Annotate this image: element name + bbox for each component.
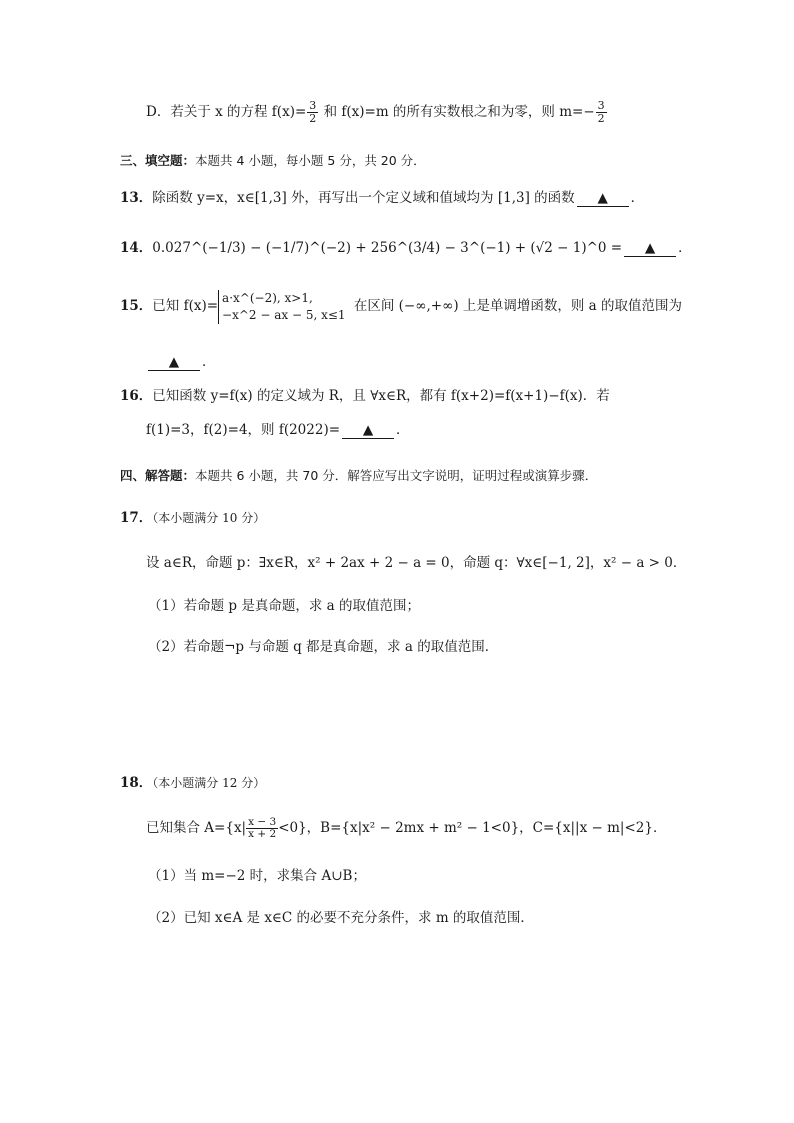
answer-blank: ▲ bbox=[342, 422, 394, 439]
question-16 bbox=[120, 386, 734, 406]
question-14: 14．0.027^(−1/3) − (−1/7)^(−2) + 256^(3/4) − 3^(−1) + (√2 − 1)^0 = ▲ ． bbox=[120, 240, 692, 256]
score-note: （本小题满分 10 分） bbox=[152, 511, 266, 525]
option-d-mid: 和 f(x)=m 的所有实数根之和为零，则 m=− bbox=[319, 104, 595, 120]
question-text: 除函数 y=x，x∈[1,3] 外，再写出一个定义域和值域均为 [1,3] 的函数 bbox=[152, 190, 575, 206]
fraction: $\frac{x - 3}{x + 2}$ bbox=[248, 816, 277, 840]
answer-blank: ▲ bbox=[624, 240, 676, 257]
section-4-heading: 四、解答题：本题共 6 小题，共 70 分．解答应写出文字说明，证明过程或演算步骤． bbox=[120, 468, 598, 483]
question-number: 15． bbox=[120, 298, 153, 314]
question-16-line2: f(1)=3，f(2)=4，则 f(2022)= ▲ ． bbox=[146, 422, 410, 438]
question-number: 18． bbox=[120, 775, 153, 791]
question-18-header bbox=[120, 773, 734, 793]
question-number: 16． bbox=[120, 388, 153, 404]
fraction: $\frac{3}{2}$ bbox=[309, 99, 317, 125]
question-15: 15．已知 f(x)= a·x^(−2), x>1, −x^2 − ax − 5, x≤1 在区间 (−∞,+∞) 上是单调增函数，则 a 的取值范围为 bbox=[120, 290, 683, 322]
math-expression: 0.027^(−1/3) − (−1/7)^(−2) + 256^(3/4) − 3^(−1) + (√2 − 1)^0 = bbox=[152, 240, 623, 256]
question-17-part-2: （2）若命题¬p 与命题 q 都是真命题，求 a 的取值范围． bbox=[148, 639, 499, 655]
section-3-heading: 三、填空题：本题共 4 小题，每小题 5 分，共 20 分． bbox=[120, 153, 426, 168]
question-13: 13．除函数 y=x，x∈[1,3] 外，再写出一个定义域和值域均为 [1,3] 的函数 ▲ ． bbox=[120, 190, 645, 206]
question-18-part-1: （1）当 m=−2 时，求集合 A∪B； bbox=[148, 868, 366, 884]
answer-blank: ▲ bbox=[148, 354, 200, 371]
question-18-part-2: （2）已知 x∈A 是 x∈C 的必要不充分条件，求 m 的取值范围． bbox=[148, 910, 534, 926]
option-d-prefix: D．若关于 x 的方程 f(x)= bbox=[146, 104, 307, 120]
question-18-stem: 已知集合 A={x| $\frac{x - 3}{x + 2}$ <0}，B={x|x² − 2mx + m² − 1<0}，C={x||x − m|<2}． bbox=[146, 816, 667, 840]
score-note: （本小题满分 12 分） bbox=[152, 776, 266, 790]
answer-blank: ▲ bbox=[577, 190, 629, 207]
question-17-header bbox=[120, 508, 734, 528]
piecewise-function: a·x^(−2), x>1, −x^2 − ax − 5, x≤1 bbox=[218, 290, 346, 324]
option-d bbox=[146, 100, 734, 125]
question-number: 14． bbox=[120, 240, 153, 256]
question-number: 13． bbox=[120, 190, 153, 206]
question-15-blank-line: ▲ ． bbox=[146, 352, 734, 372]
question-17-stem: 设 a∈R，命题 p：∃x∈R，x² + 2ax + 2 − a = 0，命题 q：∀x∈[−1, 2]，x² − a > 0． bbox=[146, 555, 687, 571]
question-number: 17． bbox=[120, 510, 153, 526]
question-text: 已知函数 y=f(x) 的定义域为 R，且 ∀x∈R，都有 f(x+2)=f(x+1)−f(x)．若 bbox=[152, 388, 610, 404]
fraction: $\frac{3}{2}$ bbox=[597, 99, 605, 125]
question-17-part-1: （1）若命题 p 是真命题，求 a 的取值范围； bbox=[148, 598, 420, 614]
